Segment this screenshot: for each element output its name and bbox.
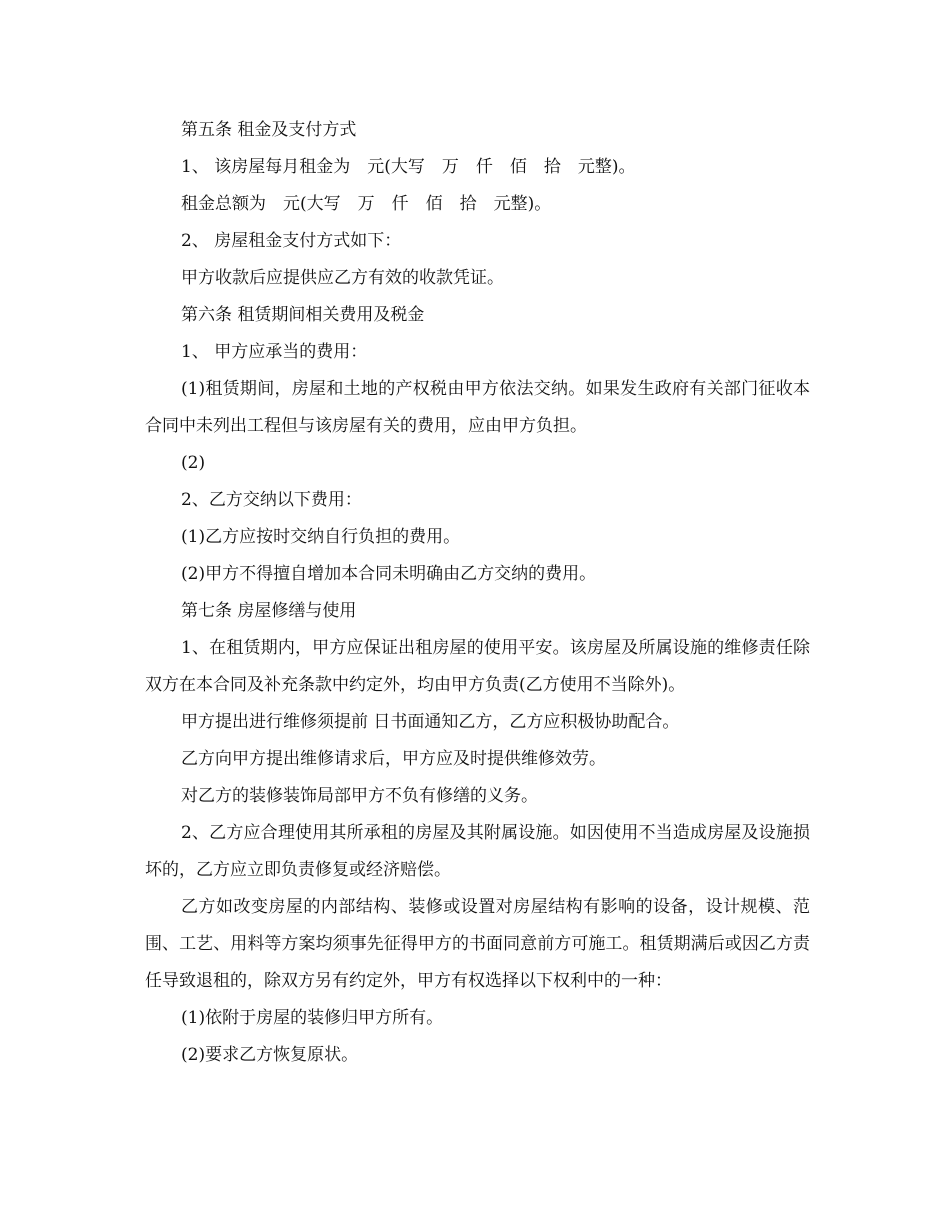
- paragraph: 2、 房屋租金支付方式如下：: [181, 231, 402, 251]
- paragraph: 2、乙方应合理使用其所承租的房屋及其附属设施。如因使用不当造成房屋及设施损坏的，乙方应立即负责修复或经济赔偿。: [145, 823, 810, 880]
- paragraph: (2): [181, 453, 206, 473]
- paragraph: 1、 甲方应承当的费用：: [181, 342, 368, 362]
- paragraph: (1)依附于房屋的装修归甲方所有。: [181, 1008, 444, 1028]
- paragraph: (1)乙方应按时交纳自行负担的费用。: [181, 527, 461, 547]
- paragraph: (2)甲方不得擅自增加本合同未明确由乙方交纳的费用。: [181, 564, 597, 584]
- paragraph: 租金总额为 元(大写 万 仟 佰 拾 元整)。: [181, 194, 552, 214]
- heading-article-6: 第六条 租赁期间相关费用及税金: [181, 305, 425, 325]
- paragraph: 1、在租赁期内，甲方应保证出租房屋的使用平安。该房屋及所属设施的维修责任除双方在本合同及补充条款中约定外，均由甲方负责(乙方使用不当除外)。: [145, 638, 810, 695]
- heading-article-7: 第七条 房屋修缮与使用: [181, 601, 357, 621]
- paragraph: 甲方提出进行维修须提前 日书面通知乙方，乙方应积极协助配合。: [181, 712, 680, 732]
- heading-article-5: 第五条 租金及支付方式: [181, 120, 357, 140]
- document-body: [145, 112, 810, 1074]
- paragraph: 乙方向甲方提出维修请求后，甲方应及时提供维修效劳。: [181, 749, 606, 769]
- paragraph: 对乙方的装修装饰局部甲方不负有修缮的义务。: [181, 786, 538, 806]
- paragraph: 甲方收款后应提供应乙方有效的收款凭证。: [181, 268, 504, 288]
- paragraph: 乙方如改变房屋的内部结构、装修或设置对房屋结构有影响的设备，设计规模、范围、工艺、用料等方案均须事先征得甲方的书面同意前方可施工。租赁期满后或因乙方责任导致退租的，除双方另有约定外，甲方有权选择以下权利中的一种：: [145, 897, 810, 991]
- paragraph: (1)租赁期间，房屋和土地的产权税由甲方依法交纳。如果发生政府有关部门征收本合同中未列出工程但与该房屋有关的费用，应由甲方负担。: [145, 379, 810, 436]
- paragraph: (2)要求乙方恢复原状。: [181, 1045, 359, 1065]
- paragraph: 1、 该房屋每月租金为 元(大写 万 仟 佰 拾 元整)。: [181, 157, 636, 177]
- paragraph: 2、乙方交纳以下费用：: [181, 490, 362, 510]
